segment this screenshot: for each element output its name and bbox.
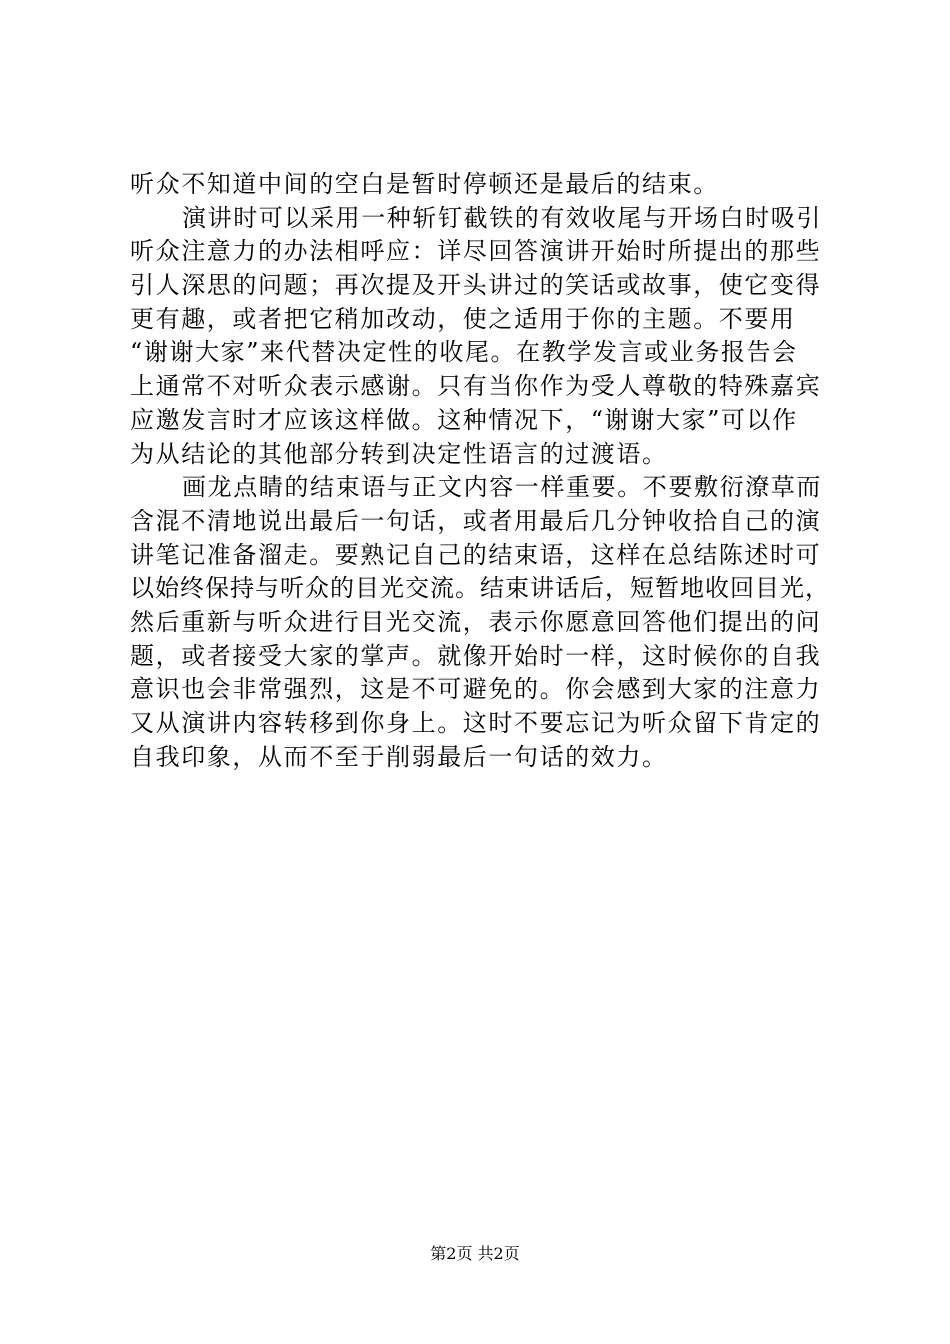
text-line: 以始终保持与听众的目光交流。结束讲话后，短暂地收回目光，: [130, 574, 830, 603]
text-line: 含混不清地说出最后一句话，或者用最后几分钟收拾自己的演: [130, 506, 822, 535]
text-line: 听众注意力的办法相呼应：详尽回答演讲开始时所提出的那些: [130, 237, 822, 266]
text-line: 然后重新与听众进行目光交流，表示你愿意回答他们提出的问: [130, 607, 822, 636]
paragraph-first-line: 演讲时可以采用一种斩钉截铁的有效收尾与开场白时吸引: [182, 203, 822, 232]
text-line: 应邀发言时才应该这样做。这种情况下，“谢谢大家”可以作: [130, 405, 798, 434]
text-line: 引人深思的问题；再次提及开头讲过的笑话或故事，使它变得: [130, 271, 822, 300]
document-body: [130, 168, 830, 774]
page-footer: [0, 1244, 950, 1264]
text-line: 听众不知道中间的空白是暂时停顿还是最后的结束。: [130, 170, 719, 198]
text-line: 为从结论的其他部分转到决定性语言的过渡语。: [130, 439, 668, 468]
text-line: 又从演讲内容转移到你身上。这时不要忘记为听众留下肯定的: [130, 709, 822, 737]
text-line: 自我印象，从而不至于削弱最后一句话的效力。: [130, 742, 668, 771]
text-line: 讲笔记准备溜走。要熟记自己的结束语，这样在总结陈述时可: [130, 540, 822, 569]
text-line: 上通常不对听众表示感谢。只有当你作为受人尊敬的特殊嘉宾: [130, 372, 822, 401]
text-line: 意识也会非常强烈，这是不可避免的。你会感到大家的注意力: [130, 675, 822, 704]
page-number-label: 第2页 共2页: [430, 1244, 520, 1263]
paragraph-first-line: 画龙点睛的结束语与正文内容一样重要。不要敷衍潦草而: [182, 473, 822, 502]
text-line: “谢谢大家”来代替决定性的收尾。在教学发言或业务报告会: [130, 338, 798, 367]
text-line: 题，或者接受大家的掌声。就像开始时一样，这时候你的自我: [130, 641, 822, 670]
text-line: 更有趣，或者把它稍加改动，使之适用于你的主题。不要用: [130, 304, 796, 333]
